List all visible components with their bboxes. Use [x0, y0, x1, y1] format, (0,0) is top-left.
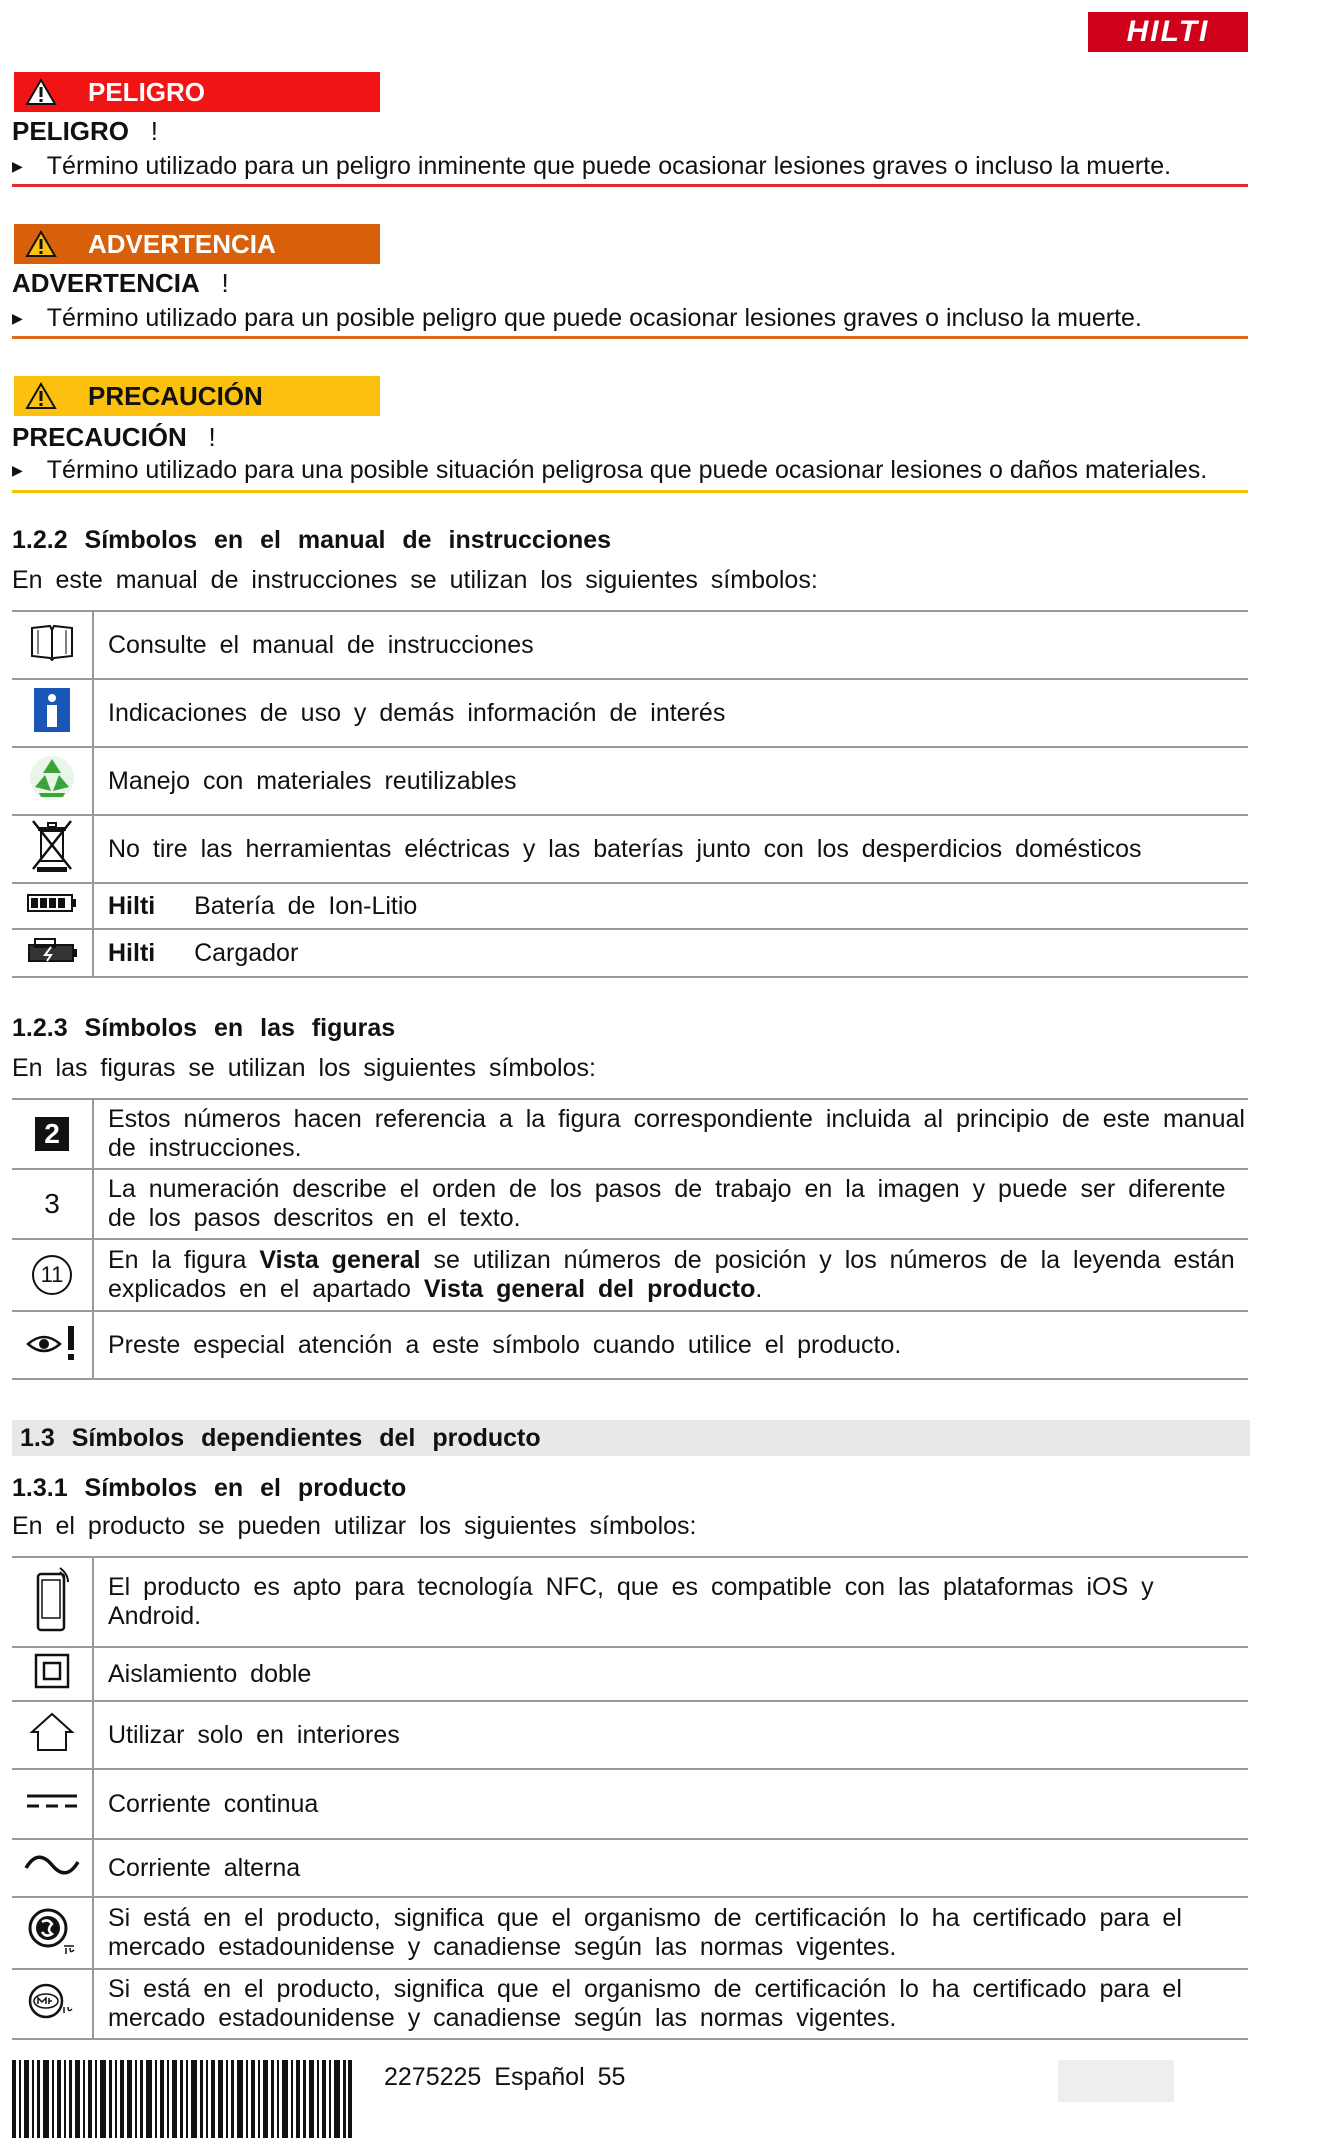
row-text: Utilizar solo en interiores	[93, 1701, 1248, 1769]
table-row	[12, 1169, 1248, 1239]
footer-blank-box	[1058, 2060, 1174, 2102]
row-text: En la figura Vista general se utilizan números de posición y los números de la leyenda están explicados en el apartado Vista general del producto.	[93, 1239, 1248, 1311]
row-text: Corriente alterna	[93, 1839, 1248, 1897]
barcode-image	[12, 2060, 352, 2138]
symbols-manual-table	[12, 610, 1248, 978]
warning-triangle-icon	[24, 381, 58, 411]
step-number-icon: 3	[12, 1169, 93, 1239]
section-intro-1-3-1: En el producto se pueden utilizar los siguientes símbolos:	[12, 1512, 697, 1540]
section-heading-1-2-2: 1.2.2 Símbolos en el manual de instrucciones	[12, 526, 612, 554]
bullet-arrow-icon: ▶	[12, 462, 23, 478]
section-heading-1-3-1: 1.3.1 Símbolos en el producto	[12, 1474, 407, 1502]
table-row	[12, 1701, 1248, 1769]
divider	[12, 184, 1248, 187]
table-row	[12, 1897, 1248, 1969]
bullet-arrow-icon: ▶	[12, 310, 23, 326]
warning-signal-bar	[14, 224, 380, 264]
hilti-logo: HILTI	[1088, 12, 1248, 52]
row-text: Hilti Cargador	[93, 929, 1248, 977]
row-text: El producto es apto para tecnología NFC, que es compatible con las plataformas iOS y Android.	[93, 1557, 1248, 1647]
warning-signal-word: ADVERTENCIA !	[12, 268, 229, 298]
symbols-product-table	[12, 1556, 1248, 2040]
caution-bar-label: PRECAUCIÓN	[88, 380, 263, 411]
row-text: Preste especial atención a este símbolo cuando utilice el producto.	[93, 1311, 1248, 1379]
table-row	[12, 1239, 1248, 1311]
indoor-house-icon	[12, 1701, 93, 1769]
row-text: No tire las herramientas eléctricas y las baterías junto con los desperdicios domésticos	[93, 815, 1248, 883]
table-row	[12, 1311, 1248, 1379]
row-text: Estos números hacen referencia a la figura correspondiente incluida al principio de este manual de instrucciones.	[93, 1099, 1248, 1169]
row-text: Si está en el producto, significa que el organismo de certificación lo ha certificado para el mercado estadounidense y canadiense según las normas vigentes.	[93, 1897, 1248, 1969]
divider	[12, 336, 1248, 339]
table-row	[12, 815, 1248, 883]
position-number-icon: 11	[12, 1239, 93, 1311]
divider	[12, 490, 1248, 493]
table-row	[12, 1647, 1248, 1701]
double-insulation-icon	[12, 1647, 93, 1701]
danger-signal-word: PELIGRO !	[12, 116, 158, 146]
row-text: Hilti Batería de Ion-Litio	[93, 883, 1248, 929]
manual-book-icon	[12, 611, 93, 679]
row-text: Corriente continua	[93, 1769, 1248, 1839]
table-row	[12, 611, 1248, 679]
row-text: Indicaciones de uso y demás información de interés	[93, 679, 1248, 747]
danger-bar-label: PELIGRO	[88, 76, 206, 107]
row-text: Manejo con materiales reutilizables	[93, 747, 1248, 815]
warning-description: ▶ Término utilizado para un posible peligro que puede ocasionar lesiones graves o incluso la muerte.	[12, 304, 1142, 332]
caution-signal-word: PRECAUCIÓN !	[12, 422, 216, 452]
charger-icon	[12, 929, 93, 977]
section-heading-1-3: 1.3 Símbolos dependientes del producto	[12, 1420, 1250, 1456]
table-row	[12, 929, 1248, 977]
table-row	[12, 747, 1248, 815]
caution-description: ▶ Término utilizado para una posible situación peligrosa que puede ocasionar lesiones o daños materiales.	[12, 456, 1208, 484]
figure-number-icon: 2	[12, 1099, 93, 1169]
info-icon	[12, 679, 93, 747]
row-text: Aislamiento doble	[93, 1647, 1248, 1701]
section-intro-1-2-2: En este manual de instrucciones se utilizan los siguientes símbolos:	[12, 566, 818, 594]
table-row	[12, 1969, 1248, 2039]
nfc-phone-icon	[12, 1557, 93, 1647]
symbols-figures-table	[12, 1098, 1248, 1380]
attention-eye-icon	[12, 1311, 93, 1379]
table-row	[12, 1839, 1248, 1897]
danger-description: ▶ Término utilizado para un peligro inminente que puede ocasionar lesiones graves o incluso la muerte.	[12, 152, 1172, 180]
direct-current-icon	[12, 1769, 93, 1839]
table-row	[12, 1099, 1248, 1169]
warning-bar-label: ADVERTENCIA	[88, 228, 276, 259]
csa-mark-icon	[12, 1897, 93, 1969]
table-row	[12, 1769, 1248, 1839]
table-row	[12, 883, 1248, 929]
met-mark-icon	[12, 1969, 93, 2039]
caution-signal-bar	[14, 376, 380, 416]
row-text: La numeración describe el orden de los pasos de trabajo en la imagen y puede ser diferente de los pasos descritos en el texto.	[93, 1169, 1248, 1239]
footer-doc-info: 2275225 Español 55	[384, 2063, 626, 2091]
table-row	[12, 1557, 1248, 1647]
bullet-arrow-icon: ▶	[12, 158, 23, 174]
warning-triangle-icon	[24, 77, 58, 107]
crossed-bin-icon	[12, 815, 93, 883]
danger-signal-bar	[14, 72, 380, 112]
section-intro-1-2-3: En las figuras se utilizan los siguientes símbolos:	[12, 1054, 596, 1082]
row-text: Consulte el manual de instrucciones	[93, 611, 1248, 679]
battery-icon	[12, 883, 93, 929]
row-text: Si está en el producto, significa que el organismo de certificación lo ha certificado para el mercado estadounidense y canadiense según las normas vigentes.	[93, 1969, 1248, 2039]
recycle-icon	[12, 747, 93, 815]
table-row	[12, 679, 1248, 747]
alternating-current-icon	[12, 1839, 93, 1897]
section-heading-1-2-3: 1.2.3 Símbolos en las figuras	[12, 1014, 396, 1042]
warning-triangle-icon	[24, 229, 58, 259]
